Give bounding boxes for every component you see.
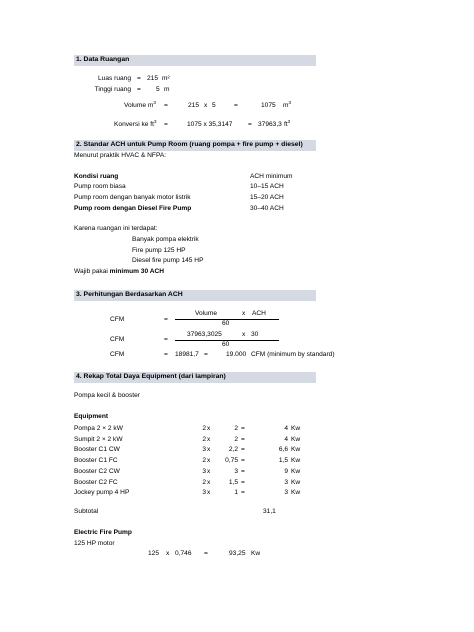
cfm-eq-1: = (164, 316, 168, 323)
cfm-note: CFM (minimum by standard) (251, 351, 335, 358)
efp-header: Electric Fire Pump (74, 529, 132, 536)
kondisi-row-3: Pump room dengan Diesel Fire Pump (74, 205, 192, 212)
equipment-qty: 3 (202, 489, 206, 497)
f1-den: 60 (222, 320, 230, 327)
equipment-name: Pompa 2 × 2 kW (74, 425, 123, 432)
pompa-intro: Pompa kecil & booster (74, 392, 140, 399)
cfm-result: 19.000 (226, 351, 247, 358)
f2-num-a: 37963,3025 (187, 331, 222, 338)
equipment-unit: Kw (291, 489, 301, 497)
tinggi-eq: = (137, 86, 141, 93)
ach-row-1: 10–15 ACH (250, 183, 284, 190)
col-kondisi: Kondisi ruang (74, 173, 119, 180)
equipment-x: x (207, 467, 211, 475)
equipment-res: 3 (284, 478, 288, 486)
alasan-item-1: Banyak pompa elektrik (132, 236, 199, 243)
efp-unit: Kw (251, 550, 261, 557)
equipment-qty: 2 (202, 425, 206, 432)
equipment-unit: Kw (291, 457, 301, 465)
section-header-2 (74, 140, 316, 151)
volume-x: x (204, 102, 208, 109)
volume-b: 5 (212, 102, 216, 109)
konversi-eq: = (164, 121, 168, 128)
equipment-val: 2,2 (228, 446, 238, 454)
subtotal-label: Subtotal (74, 508, 99, 515)
equipment-res: 4 (284, 435, 288, 443)
equipment-res: 3 (284, 489, 288, 497)
equipment-eq: = (241, 446, 245, 454)
ach-row-3: 30–40 ACH (250, 205, 284, 212)
volume-label: Volume $m^3$ (124, 100, 156, 109)
equipment-unit: Kw (291, 425, 301, 432)
equipment-eq: = (241, 457, 245, 465)
efp-eq: = (204, 550, 208, 557)
section-header-1 (74, 55, 316, 66)
konversi-expr: 1075 x 35,3147 (187, 121, 233, 128)
luas-eq: = (137, 75, 141, 82)
equipment-x: x (207, 435, 211, 443)
equipment-x: x (207, 446, 211, 454)
volume-result: 1075 (261, 102, 276, 109)
equipment-name: Booster C2 FC (74, 478, 118, 486)
equipment-unit: Kw (291, 467, 301, 475)
karena-text: Karena ruangan ini terdapat: (74, 225, 158, 232)
section-header-4 (74, 372, 316, 383)
kondisi-row-1: Pump room biasa (74, 183, 126, 190)
equipment-res: 1,5 (278, 457, 288, 465)
cfm-label-3: CFM (110, 351, 125, 358)
section-title: 1. Data Ruangan (76, 56, 130, 63)
konversi-eq2: = (248, 121, 252, 128)
equipment-val: 3 (234, 467, 238, 475)
konversi-label: Konversi ke $ft^3$ (114, 119, 157, 128)
luas-unit: m² (162, 75, 170, 82)
equipment-eq: = (241, 478, 245, 486)
equipment-qty: 2 (202, 478, 206, 486)
equipment-qty: 2 (202, 435, 206, 443)
section-title: 3. Perhitungan Berdasarkan ACH (76, 291, 183, 298)
f2-den: 60 (222, 341, 230, 348)
luas-value: 215 (147, 75, 159, 82)
volume-a: 215 (188, 102, 200, 109)
equipment-name: Jockey pump 4 HP (74, 489, 130, 497)
equipment-x: x (207, 457, 211, 465)
equipment-unit: Kw (291, 478, 301, 486)
equipment-qty: 3 (202, 446, 206, 454)
tinggi-unit: m (164, 86, 170, 93)
equipment-eq: = (241, 467, 245, 475)
acuan-text: Menurut praktik HVAC & NFPA: (74, 152, 167, 159)
equipment-name: Booster C2 CW (74, 467, 120, 475)
efp-result: 93,25 (229, 550, 246, 557)
section-title: 2. Standar ACH untuk Pump Room (ruang pompa + fire pump + diesel) (76, 141, 303, 148)
cfm-label-2: CFM (110, 336, 125, 343)
equipment-x: x (207, 478, 211, 486)
tinggi-label: Tinggi ruang (94, 86, 131, 93)
cfm-eq-3: = (164, 351, 168, 358)
equipment-qty: 2 (202, 457, 206, 465)
luas-label: Luas ruang (98, 75, 131, 82)
konversi-result: 37963,3 (258, 121, 282, 128)
equipment-val: 0,75 (225, 457, 238, 465)
f1-num-a: Volume (195, 310, 217, 317)
efp-motor: 125 HP motor (74, 540, 115, 547)
alasan-item-2: Fire pump 125 HP (132, 247, 186, 254)
cfm-eq-2: = (164, 336, 168, 343)
cfm-label-1: CFM (110, 316, 125, 323)
equipment-qty: 3 (202, 467, 206, 475)
wajib-text: Wajib pakai minimum 30 ACH (74, 268, 165, 275)
equipment-eq: = (241, 489, 245, 497)
equipment-res: 4 (284, 425, 288, 432)
equipment-res: 9 (284, 467, 288, 475)
cfm-value: 18981,7 (175, 351, 199, 358)
volume-eq: = (164, 102, 168, 109)
equipment-name: Sumpit 2 × 2 kW (74, 435, 123, 443)
alasan-item-3: Diesel fire pump 145 HP (132, 257, 204, 264)
equipment-val: 1,5 (228, 478, 238, 486)
f1-num-b: ACH (252, 310, 266, 317)
equipment-x: x (207, 425, 211, 432)
col-ach: ACH minimum (250, 173, 293, 180)
equipment-res: 6,6 (278, 446, 288, 454)
section-title: 4. Rekap Total Daya Equipment (dari lampiran) (76, 373, 226, 380)
equipment-val: 1 (234, 489, 238, 497)
equipment-header: Equipment (74, 413, 109, 420)
equipment-name: Booster C1 CW (74, 446, 120, 454)
volume-eq2: = (234, 102, 238, 109)
equipment-eq: = (241, 425, 245, 432)
equipment-eq: = (241, 435, 245, 443)
equipment-unit: Kw (291, 446, 301, 454)
equipment-val: 2 (234, 425, 238, 432)
equipment-name: Booster C1 FC (74, 457, 118, 465)
cfm-eq-4: = (204, 351, 208, 358)
equipment-val: 2 (234, 435, 238, 443)
efp-b: 0,746 (175, 550, 192, 557)
subtotal-value: 31,1 (263, 508, 276, 515)
efp-a: 125 (148, 550, 160, 557)
equipment-unit: Kw (291, 435, 301, 443)
efp-x: x (166, 550, 170, 557)
tinggi-value: 5 (156, 86, 160, 93)
volume-unit: $m^3$ (283, 100, 292, 109)
equipment-x: x (207, 489, 211, 497)
section-header-3 (74, 290, 316, 301)
kondisi-row-2: Pump room dengan banyak motor listrik (74, 194, 191, 201)
f2-num-b: 30 (251, 331, 259, 338)
f2-num-x: x (242, 331, 246, 338)
f1-num-x: x (242, 310, 246, 317)
konversi-unit: $ft^3$ (284, 119, 291, 128)
ach-row-2: 15–20 ACH (250, 194, 284, 201)
